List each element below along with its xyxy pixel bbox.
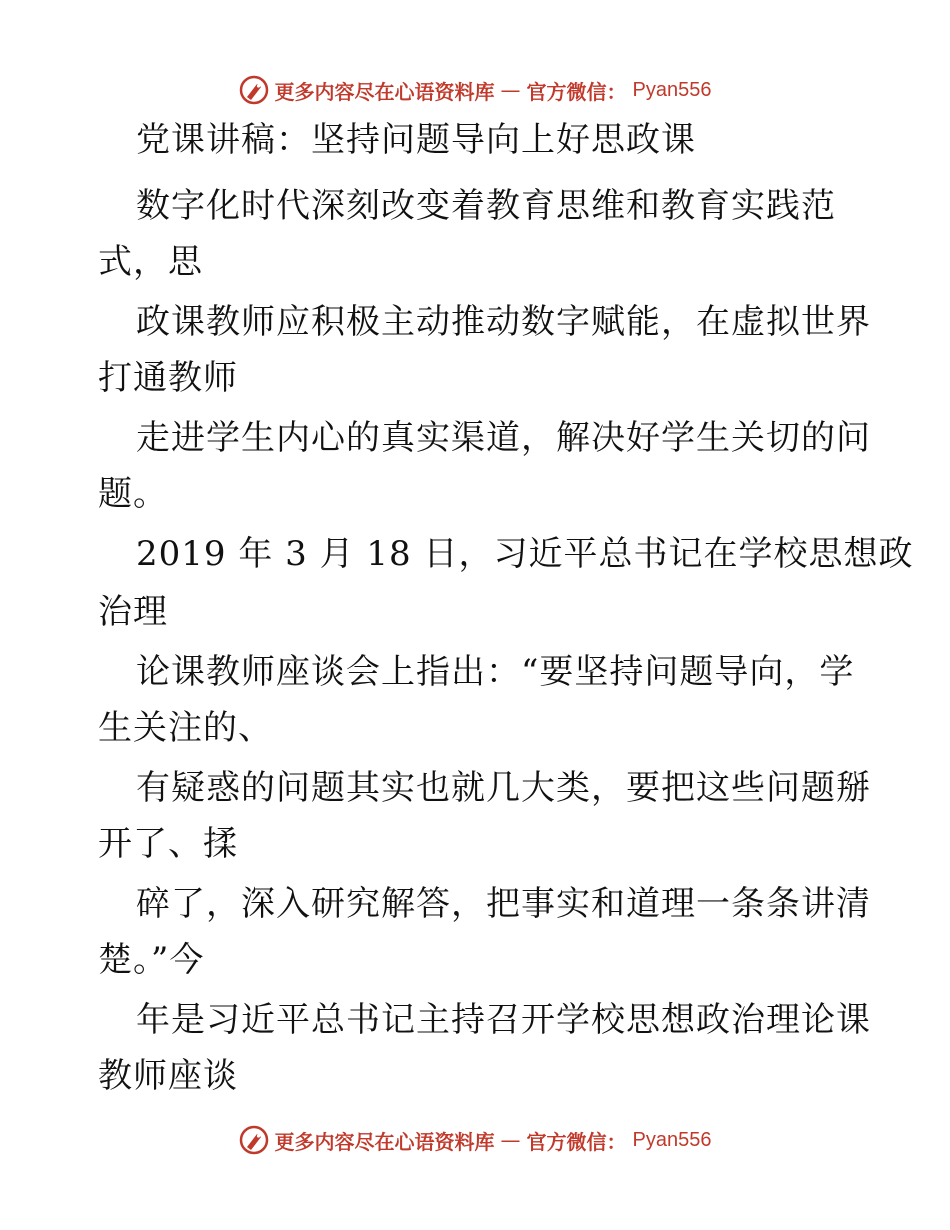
watermark-wechat-label: 官方微信： bbox=[526, 1129, 627, 1154]
paragraph-line: 题。 bbox=[98, 474, 168, 514]
paragraph-line: 论课教师座谈会上指出：“要坚持问题导向，学 bbox=[136, 652, 855, 692]
pen-nib-logo-icon bbox=[239, 1125, 269, 1155]
bottom-watermark-banner bbox=[0, 1120, 950, 1160]
paragraph-line: 生关注的、 bbox=[98, 708, 273, 748]
top-watermark-banner bbox=[0, 70, 950, 110]
paragraph-line: 楚。”今 bbox=[98, 940, 205, 980]
watermark-wechat-id: Pyan556 bbox=[632, 78, 712, 101]
paragraph-line: 教师座谈 bbox=[98, 1056, 238, 1096]
watermark-wechat-id: Pyan556 bbox=[632, 1128, 712, 1151]
document-title: 党课讲稿：坚持问题导向上好思政课 bbox=[136, 120, 696, 160]
paragraph-line: 有疑惑的问题其实也就几大类，要把这些问题掰 bbox=[136, 768, 871, 808]
watermark-dash: — bbox=[500, 1128, 521, 1152]
paragraph-line: 数字化时代深刻改变着教育思维和教育实践范 bbox=[136, 186, 836, 226]
paragraph-line: 治理 bbox=[98, 592, 168, 632]
paragraph-line: 打通教师 bbox=[98, 358, 238, 398]
paragraph-line: 开了、揉 bbox=[98, 824, 238, 864]
paragraph-line: 走进学生内心的真实渠道，解决好学生关切的问 bbox=[136, 418, 871, 458]
paragraph-line: 年是习近平总书记主持召开学校思想政治理论课 bbox=[136, 1000, 871, 1040]
paragraph-line: 碎了，深入研究解答，把事实和道理一条条讲清 bbox=[136, 884, 871, 924]
pen-nib-logo-icon bbox=[239, 75, 269, 105]
paragraph-line: 式，思 bbox=[98, 242, 203, 282]
watermark-dash: — bbox=[500, 78, 521, 102]
watermark-wechat-label: 官方微信： bbox=[526, 79, 627, 104]
paragraph-line: 政课教师应积极主动推动数字赋能，在虚拟世界 bbox=[136, 302, 871, 342]
watermark-text: 更多内容尽在心语资料库 bbox=[274, 1129, 495, 1154]
paragraph-line: 2019 年 3 月 18 日，习近平总书记在学校思想政 bbox=[136, 534, 914, 574]
watermark-text: 更多内容尽在心语资料库 bbox=[274, 79, 495, 104]
